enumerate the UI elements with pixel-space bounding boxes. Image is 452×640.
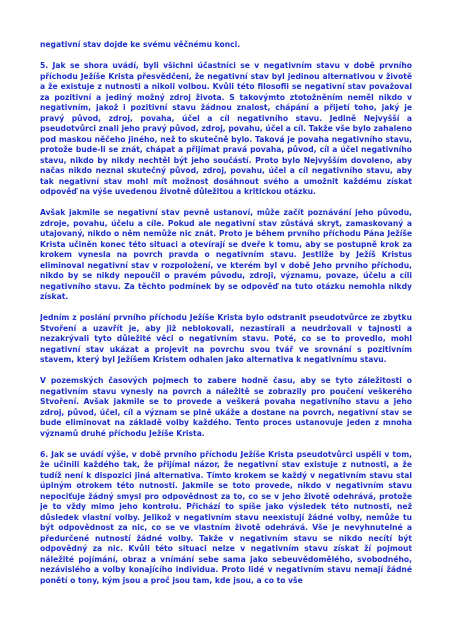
paragraph-continuation: negativní stav dojde ke svému věčnému konci. (40, 40, 241, 49)
paragraph-first-coming-mission: Jedním z poslání prvního příchodu Ježíše Krista bylo odstranit pseudotvůrce ze zbytku Stvoření a uzavřít je, aby již neblokovali, nezastírali a neudržovali v tajnosti a nezakrývali tyto důležité věci o negativním stavu. Poté, co se to provedlo, mohl negativní stav ukázat a projevit na povrchu svou tvář ve srovnání s pozitivním stavem, který byl Ježíšem Kristem odhalen jako alternativa k negativnímu stavu. (40, 313, 412, 364)
paragraph-point-5: 5. Jak se shora uvádí, byli všichni účastníci se v negativním stavu v době prvního příchodu Ježíše Krista přesvědčeni, že negativní stav byl jedinou alternativou v životě a že existuje z nutnosti a nikoli volbou. Kvůli této filosofii se negativní stav považoval za pozitivní a jediný možný zdroj života. S takovýmto ztotožněním neměl nikdo v negativním, jakož i pozitivní stavu žádnou znalost, chápání a přijetí toho, jaký je pravý původ, zdroj, povaha, účel a cíl negativního stavu. Jedině Nejvyšší a pseudotvůrci znali jeho pravý původ, zdroj, povahu, účel a cíl. Takže vše bylo zahaleno pod maskou něčeho jiného, než to skutečně bylo. Taková je povaha negativního stavu, protože bude-li se znát, chápat a přijímat pravá povaha, původ, cíl a účel negativního stavu, nikdo by nikdy nechtěl být jeho součástí. Proto bylo Nejvyšším dovoleno, aby načas nikdo neznal skutečný původ, zdroj, povahu, účel a cíl negativního stavu, aby tak negativní stav mohl mít možnost dosáhnout svého a umožnit každému získat odpověď na výše uvedenou životně důležitou a kritickou otázku. (40, 61, 412, 196)
document-page (40, 40, 412, 640)
paragraph-earthly-time: V pozemských časových pojmech to zabere hodně času, aby se tyto záležitosti o negativním stavu vynesly na povrch a náležitě se zobrazily pro poučení veškerého Stvoření. Avšak jakmile se to provede a veškerá povaha negativního stavu a jeho zdroj, původ, účel, cíl a význam se plně ukáže a dostane na povrch, negativní stav se bude eliminovat na základě volby každého. Tento proces ustanovuje jeden z mnoha významů druhé příchodu Ježíše Krista. (40, 376, 412, 438)
paragraph-point-6: 6. Jak se uvádí výše, v době prvního příchodu Ježíše Krista pseudotvůrci uspěli v tom, že učinili každého tak, že přijímal názor, že negativní stav existuje z nutnosti, a že tudíž není k dispozici jiná alternativa. Tímto krokem se každý v negativním stavu stal úplným otrokem této nutnosti. Jakmile se toto provede, nikdo v negativním stavu nepociťuje žádný smysl pro odpovědnost za to, co se v jeho životě odehrává, protože je to vždy mimo jeho kontrolu. Přichází to spíše jako výsledek této nutnosti, než důsledek vlastní volby. Jelikož v negativním stavu neexistují žádné volby, nemůže tu být odpovědnost za nic, co se ve vlastním životě odehrává. Vše je nevyhnutelné a předurčené nutností žádné volby. Takže v negativním stavu se nikdo necítí být odpovědný za nic. Kvůli této situaci nelze v negativním stavu získat ží pojmout náležité pojímání, obraz a vnímání sebe sama jako sebeuvědomělého, svobodného, nezávislého a volby konajícího individua. Proto lidé v negativním stavu nemají žádné ponětí o tony, kým jsou a proč jsou tam, kde jsou, a co to vše (40, 449, 412, 585)
paragraph-point-5-continued: Avšak jakmile se negativní stav pevně ustanoví, může začít poznávání jeho původu, zdroje, povahu, účelu a cíle. Pokud ale negativní stav zůstává skryt, zamaskovaný a utajovaný, nikdo o něm nemůže nic znát. Proto je během prvního příchodu Pána Ježíše Krista učiněn konec této situaci a otevírají se dveře k tomu, aby se postupně krok za krokem vynesla na povrch pravda o negativním stavu. Jestliže by Ježíš Kristus eliminoval negativní stav v rozpoložení, ve kterém byl v době Jeho prvního příchodu, nikdo by se nikdy nepoučil o pravém původu, zdroji, významu, povaze, účelu a cíli negativního stavu. Za těchto podmínek by se odpověď na tuto otázku nemohla nikdy získat. (40, 208, 412, 301)
